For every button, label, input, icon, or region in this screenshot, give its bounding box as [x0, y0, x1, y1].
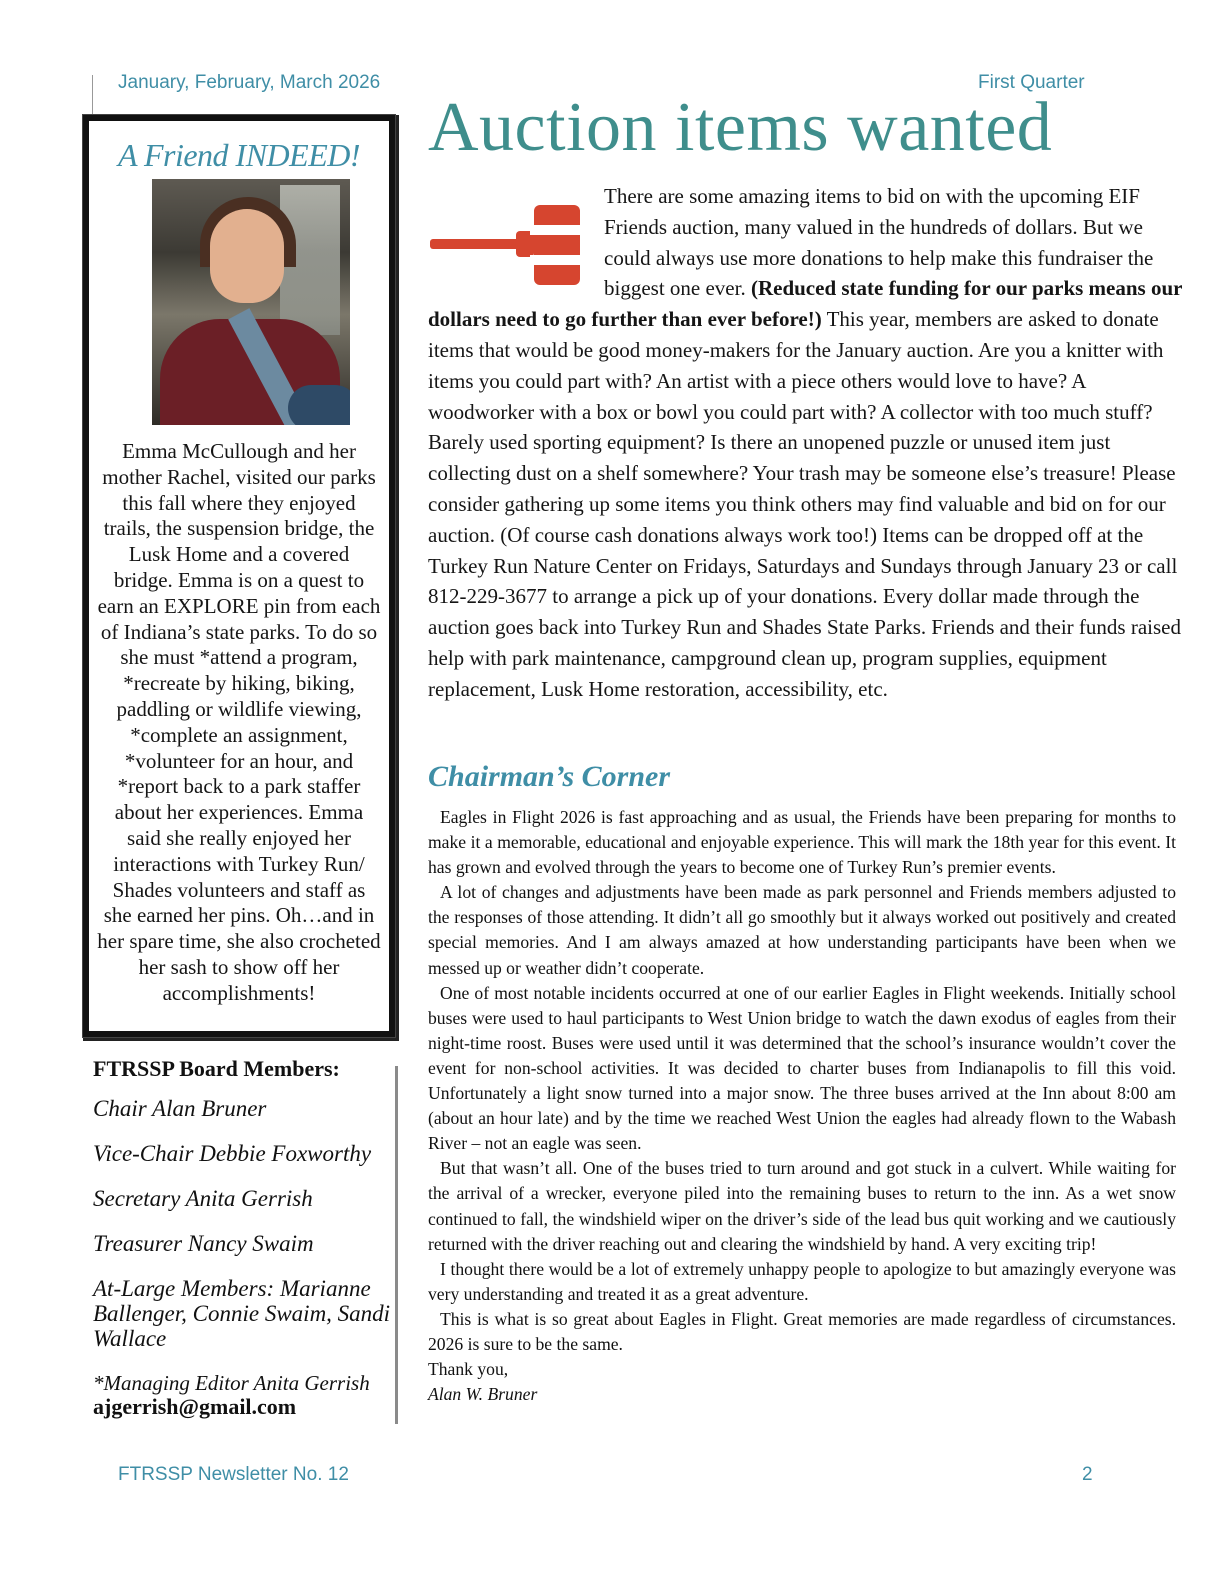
footer-page-number: 2 — [1082, 1464, 1093, 1485]
friend-photo — [152, 179, 350, 425]
chairman-paragraph: Eagles in Flight 2026 is fast approaching and as usual, the Friends have been preparing for months to make it a memorable, educational and enjoyable experience. This will mark the 18th year for this event. It has grown and evolved through the years to become one of Turkey Run’s premier events. — [428, 807, 1176, 878]
chairman-title: Chairman’s Corner — [428, 760, 671, 793]
managing-editor: *Managing Editor Anita Gerrish — [93, 1371, 370, 1395]
chairman-signature: Alan W. Bruner — [428, 1384, 538, 1405]
board-member: At-Large Members: Marianne Ballenger, Connie Swaim, Sandi Wallace — [93, 1276, 391, 1351]
chairman-closing: Thank you, — [428, 1359, 509, 1380]
chairman-paragraph: This is what is so great about Eagles in Flight. Great memories are made regardless of circumstances. 2026 is sure to be the same. — [428, 1308, 1176, 1354]
left-rule — [92, 75, 93, 120]
editor-email: ajgerrish@gmail.com — [93, 1394, 297, 1419]
chairman-paragraph: A lot of changes and adjustments have been made as park personnel and Friends members adjusted to the responses of those attending. It didn’t all go smoothly but it always worked out positively and created special memories. And I am always amazed at how understanding participants have been when we messed up or weather didn’t cooperate. — [428, 882, 1176, 978]
board-divider — [395, 1066, 398, 1424]
auction-article — [428, 181, 1190, 705]
board-member: Treasurer Nancy Swaim — [93, 1231, 314, 1256]
gavel-icon — [428, 187, 600, 295]
chairman-paragraph: But that wasn’t all. One of the buses tried to turn around and got stuck in a culvert. While waiting for the arrival of a wrecker, everyone piled into the remaining buses to return to the inn. As a wet snow continued to fall, the windshield wiper on the driver’s side of the lead bus quit working and we cautiously returned with the driver reaching out and clearing the windshield by hand. A very exciting trip! — [428, 1158, 1176, 1254]
header-quarter: First Quarter — [978, 72, 1085, 93]
friend-story: Emma McCullough and her mother Rachel, visited our parks this fall where they enjoyed trails, the suspension bridge, the Lusk Home and a covered bridge. Emma is on a quest to earn an EXPLORE pin from each of Indiana’s state parks. To do so she must *attend a program, *recreate by hiking, biking, paddling or wildlife viewing, *complete an assignment, *volunteer for an hour, and *report back to a park staffer about her experiences. Emma said she really enjoyed her interactions with Turkey Run/ Shades volunteers and staff as she earned her pins. Oh…and in her spare time, she also crocheted her sash to show off her accomplishments! — [97, 439, 381, 1005]
auction-title: Auction items wanted — [428, 89, 1053, 166]
friend-feature-box — [83, 115, 395, 1037]
chairman-article — [428, 805, 1176, 1407]
board-member: Chair Alan Bruner — [93, 1096, 267, 1121]
board-title: FTRSSP Board Members: — [93, 1056, 340, 1081]
chairman-paragraph: I thought there would be a lot of extremely unhappy people to apologize to but amazingly everyone was very understanding and treated it as a great adventure. — [428, 1258, 1176, 1304]
board-member: Vice-Chair Debbie Foxworthy — [93, 1141, 372, 1166]
auction-intro: There are some amazing items to bid on with the upcoming EIF Friends auction, many valued in the hundreds of dollars. But we could always use more donations to help make this fundraiser the biggest one ever. — [604, 184, 1154, 301]
board-member: Secretary Anita Gerrish — [93, 1186, 313, 1211]
friend-title: A Friend INDEED! — [117, 137, 361, 173]
board-members — [93, 1056, 393, 1419]
footer-newsletter: FTRSSP Newsletter No. 12 — [118, 1464, 349, 1485]
auction-emphasis: (Reduced state funding for our parks means our dollars need to go further than ever before!) — [428, 276, 1183, 332]
header-date-range: January, February, March 2026 — [118, 72, 381, 93]
chairman-paragraph: One of most notable incidents occurred at one of our earlier Eagles in Flight weekends. Initially school buses were used to haul participants to West Union bridge to watch the dawn exodus of eagles from their night-time roost. Buses were used until it was determined that the school’s insurance wouldn’t cover the event for non-school activities. It was decided to charter buses from Indianapolis to fill this void. Unfortunately a light snow turned into a major snow. The three buses arrived at the Inn about 8:00 am (about an hour late) and by the time we reached West Union the eagles had already flown to the Wabash River – not an eagle was seen. — [428, 982, 1176, 1154]
auction-body: This year, members are asked to donate items that would be good money-makers for the January auction. Are you a knitter with items you could part with? An artist with a piece others would love to have? A woodworker with a box or bowl you could part with? A collector with too much stuff? Barely used sporting equipment? Is there an unopened puzzle or unused item just collecting dust on a shelf somewhere? Your trash may be someone else’s treasure! Please consider gathering up some items you think others may find valuable and bid on for our auction. (Of course cash donations always work too!) Items can be dropped off at the Turkey Run Nature Center on Fridays, Saturdays and Sundays through January 23 or call 812-229-3677 to arrange a pick up of your donations. Every dollar made through the auction goes back into Turkey Run and Shades State Parks. Friends and their funds raised help with park maintenance, campground clean up, program supplies, equipment replacement, Lusk Home restoration, accessibility, etc. — [428, 307, 1181, 701]
